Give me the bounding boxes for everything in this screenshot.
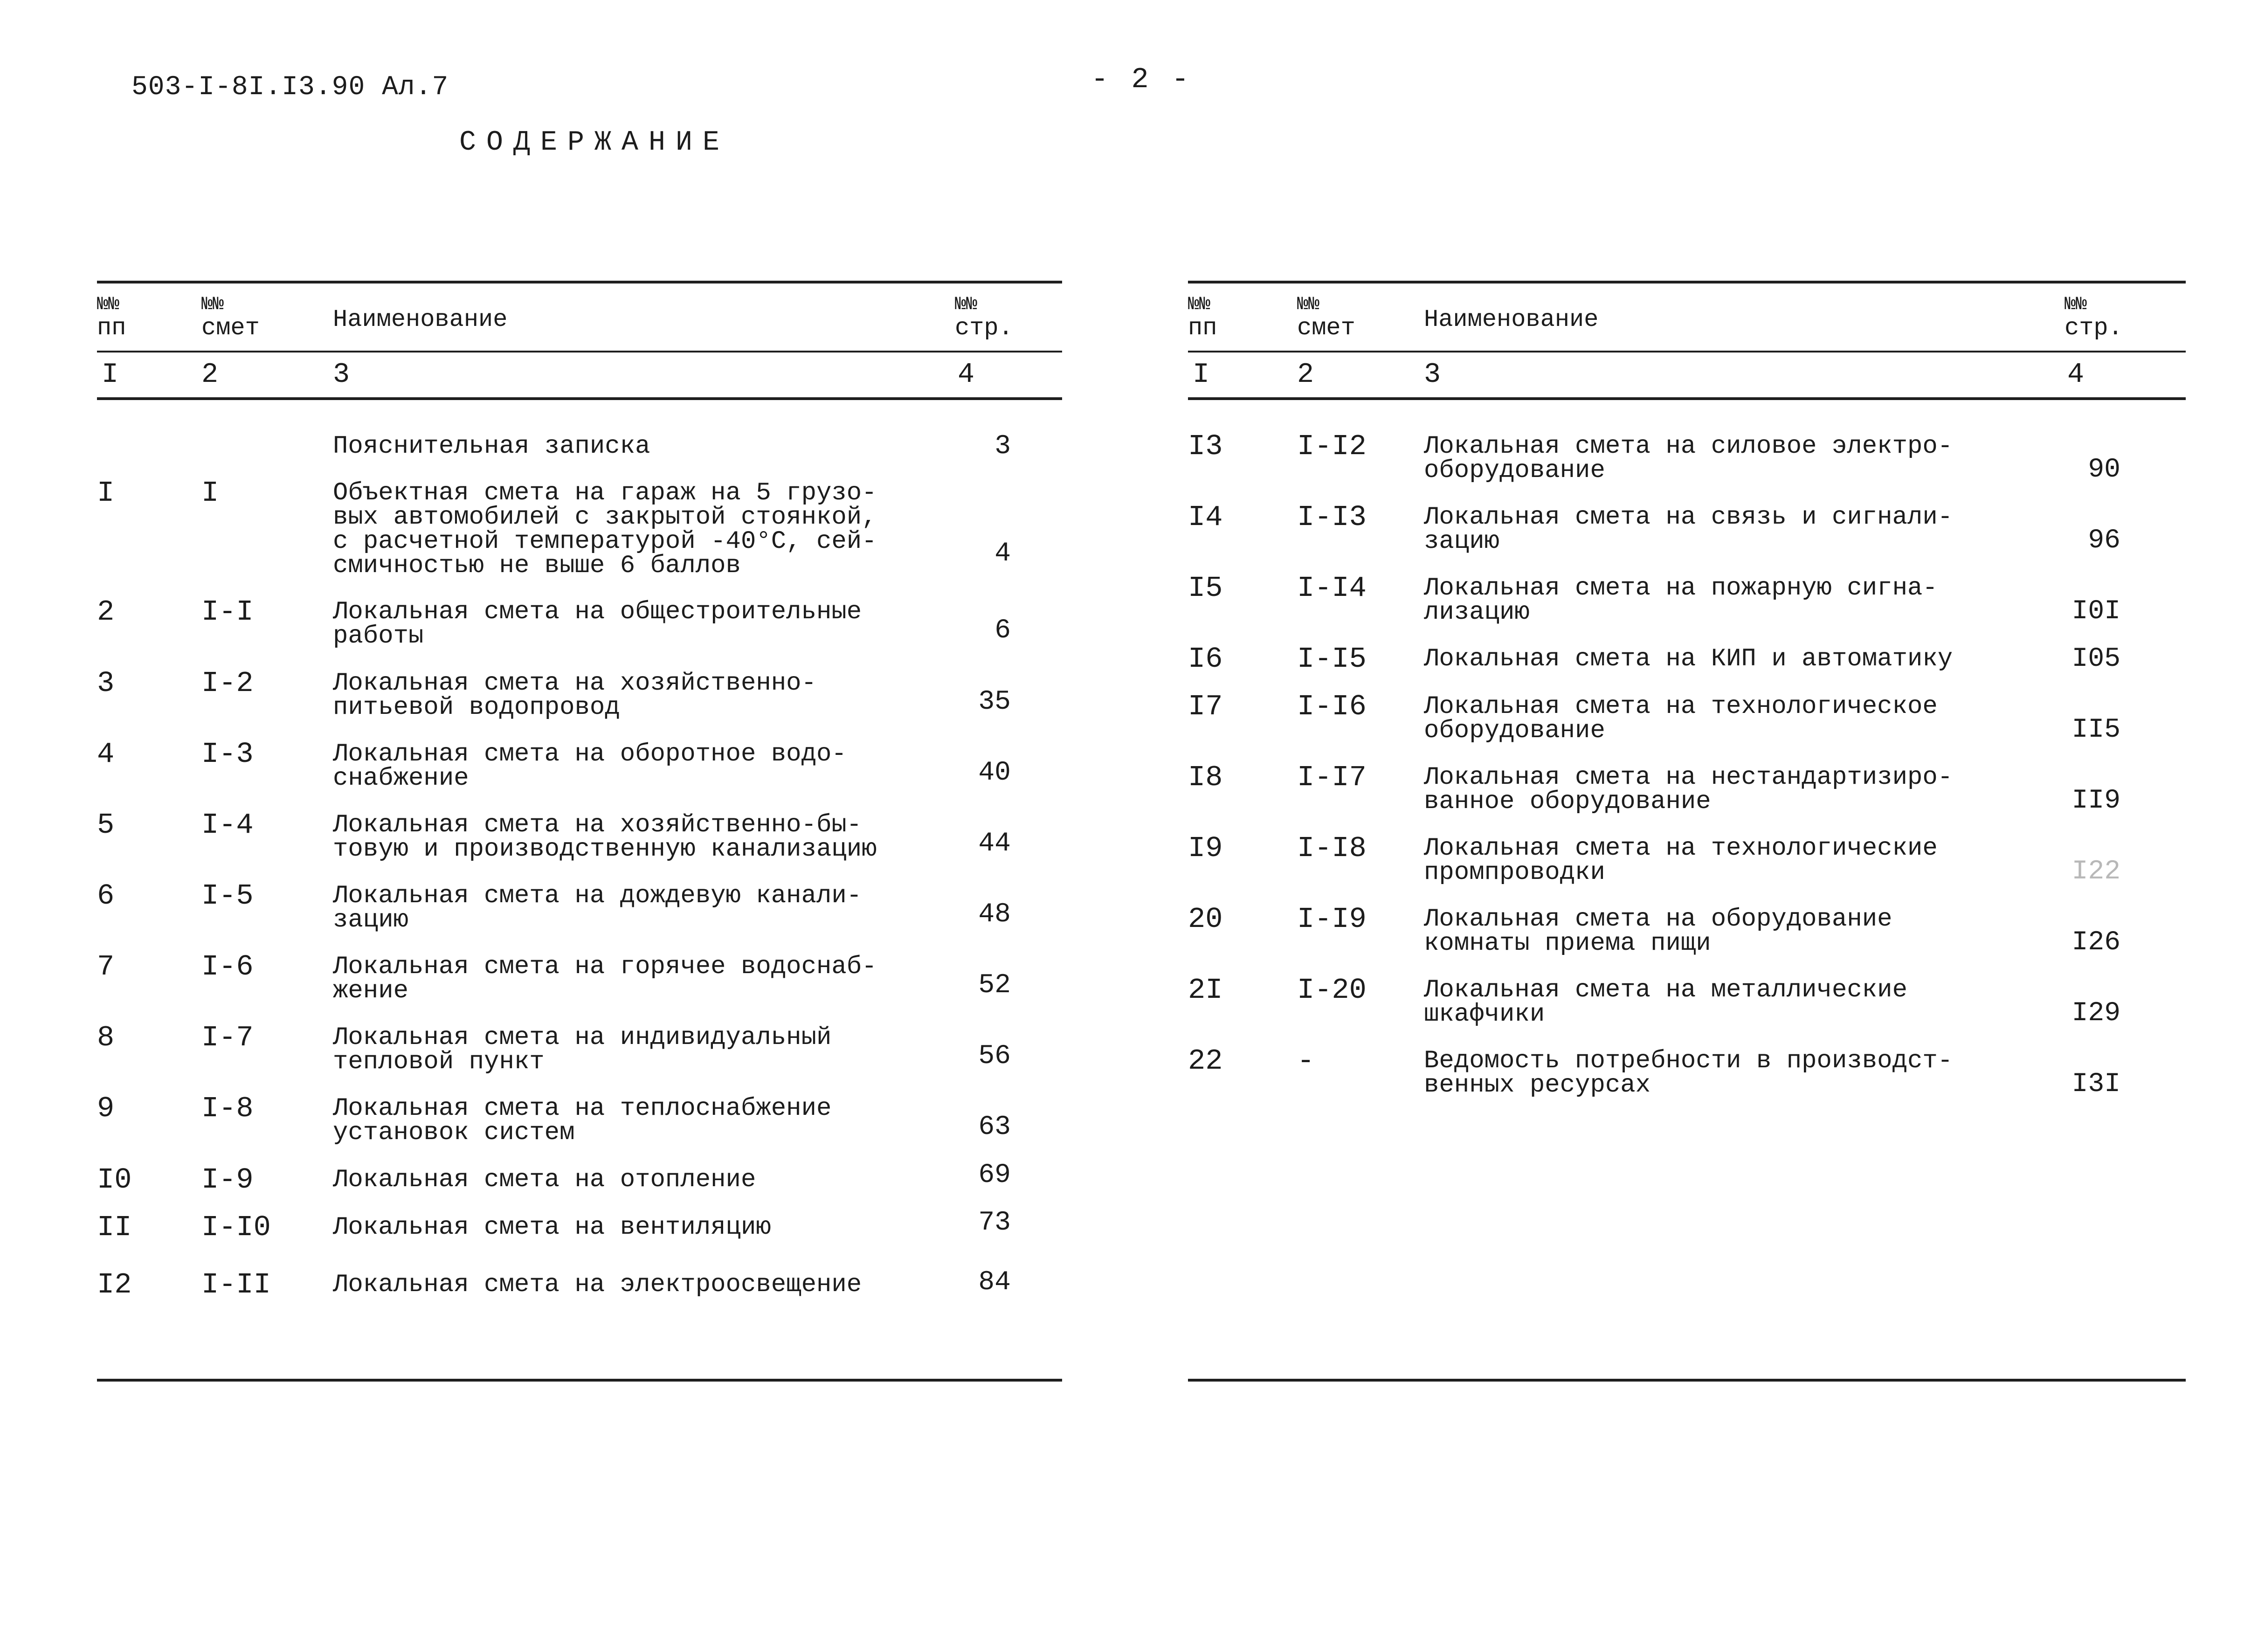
column-number: I [102,359,119,391]
column-number: 4 [2067,359,2085,391]
column-number: 2 [201,359,219,391]
header-col-name: Наименование [333,306,508,333]
header-col-number: №№ пп [97,294,126,342]
header-divider [1188,351,2186,353]
column-number: I [1193,359,1210,391]
table-top-rule [97,281,1062,283]
column-number: 2 [1297,359,1314,391]
header-col-estimate: №№ смет [1297,294,1355,342]
table-bottom-rule [1188,1379,2186,1382]
header-col-name: Наименование [1424,306,1599,333]
column-number-divider [1188,397,2186,400]
header-col-page: №№ стр. [2065,294,2123,342]
header-divider [97,351,1062,353]
column-number: 3 [1424,359,1441,391]
header-col-page: №№ стр. [955,294,1013,342]
column-number-divider [97,397,1062,400]
page-number: - 2 - [1091,63,1192,96]
document-code: 503-I-8I.I3.90 Ал.7 [131,72,449,103]
header-col-number: №№ пп [1188,294,1217,342]
header-col-estimate: №№ смет [201,294,260,342]
page-title: СОДЕРЖАНИЕ [459,127,730,159]
column-number: 4 [958,359,975,391]
table-top-rule [1188,281,2186,283]
column-number: 3 [333,359,350,391]
table-bottom-rule [97,1379,1062,1382]
